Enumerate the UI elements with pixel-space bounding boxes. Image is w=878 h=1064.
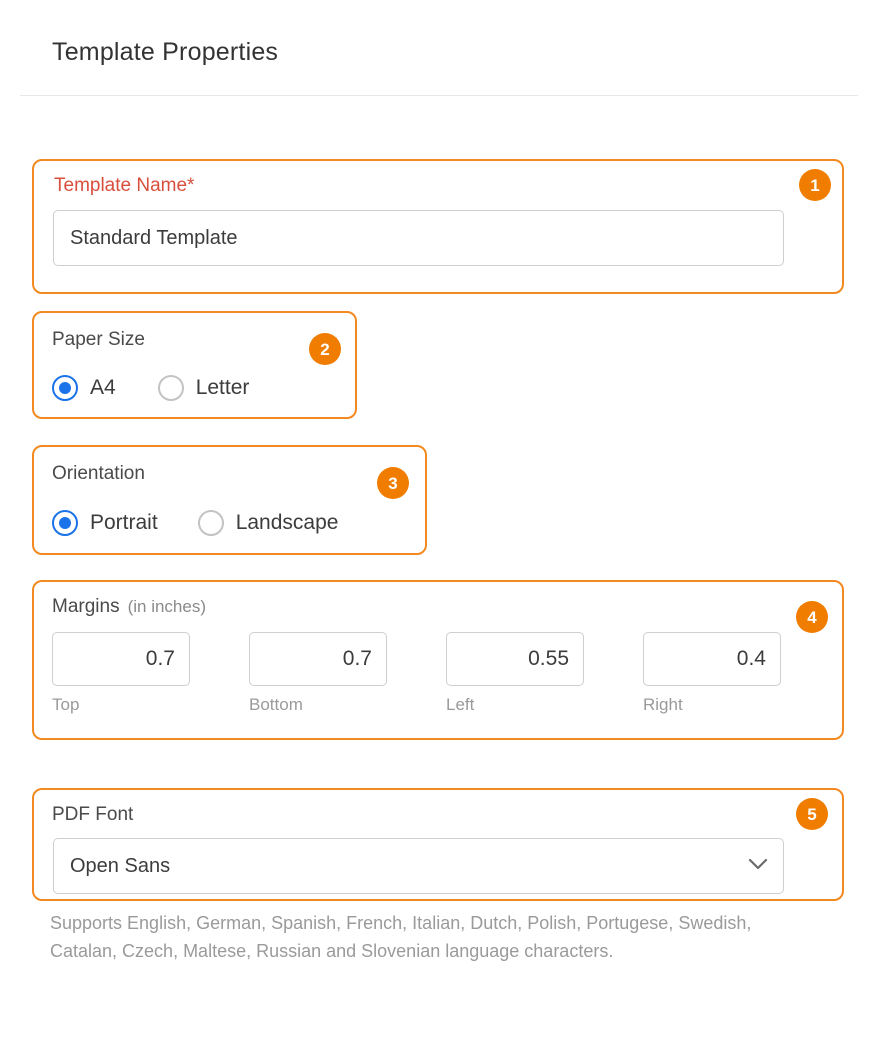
paper-size-option-a4[interactable] bbox=[52, 375, 116, 401]
step-badge-5: 5 bbox=[796, 798, 828, 830]
header-divider bbox=[20, 95, 858, 96]
margin-right-input[interactable] bbox=[643, 632, 781, 686]
margin-bottom-cell bbox=[249, 632, 387, 715]
margin-bottom-input[interactable] bbox=[249, 632, 387, 686]
page-header bbox=[0, 0, 878, 95]
margin-left-cell bbox=[446, 632, 584, 715]
page-title: Template Properties bbox=[52, 38, 279, 66]
margins-label-suffix: (in inches) bbox=[127, 597, 206, 616]
margin-left-caption: Left bbox=[446, 695, 475, 714]
paper-size-group bbox=[32, 311, 357, 419]
step-badge-3: 3 bbox=[377, 467, 409, 499]
step-badge-1: 1 bbox=[799, 169, 831, 201]
pdf-font-select-value: Open Sans bbox=[53, 838, 784, 894]
template-name-group bbox=[32, 159, 844, 294]
step-badge-4: 4 bbox=[796, 601, 828, 633]
margins-label: Margins bbox=[52, 596, 120, 617]
orientation-group bbox=[32, 445, 427, 555]
margin-top-cell bbox=[52, 632, 190, 715]
radio-unselected-icon bbox=[198, 510, 224, 536]
orientation-option-portrait-label: Portrait bbox=[90, 511, 158, 534]
radio-selected-icon bbox=[52, 375, 78, 401]
pdf-font-select[interactable] bbox=[53, 838, 784, 894]
step-badge-2: 2 bbox=[309, 333, 341, 365]
margin-bottom-caption: Bottom bbox=[249, 695, 303, 714]
margins-group bbox=[32, 580, 844, 740]
paper-size-option-a4-label: A4 bbox=[90, 376, 116, 399]
paper-size-option-letter[interactable] bbox=[158, 375, 250, 401]
pdf-font-help-text: Supports English, German, Spanish, French, Italian, Dutch, Polish, Portugese, Swedish, Catalan, Czech, Maltese, Russian and Slovenian language characters. bbox=[50, 913, 752, 961]
margin-top-input[interactable] bbox=[52, 632, 190, 686]
paper-size-label: Paper Size bbox=[52, 329, 145, 350]
pdf-font-group bbox=[32, 788, 844, 901]
margin-right-cell bbox=[643, 632, 781, 715]
orientation-option-portrait[interactable] bbox=[52, 510, 158, 536]
margin-top-caption: Top bbox=[52, 695, 80, 714]
margin-left-input[interactable] bbox=[446, 632, 584, 686]
orientation-label: Orientation bbox=[52, 463, 145, 484]
pdf-font-label: PDF Font bbox=[52, 804, 134, 825]
margin-right-caption: Right bbox=[643, 695, 683, 714]
radio-selected-icon bbox=[52, 510, 78, 536]
orientation-option-landscape[interactable] bbox=[198, 510, 339, 536]
template-name-input[interactable] bbox=[53, 210, 784, 266]
orientation-option-landscape-label: Landscape bbox=[235, 511, 339, 534]
radio-unselected-icon bbox=[158, 375, 184, 401]
template-name-label: Template Name* bbox=[54, 175, 195, 196]
paper-size-option-letter-label: Letter bbox=[195, 376, 250, 399]
